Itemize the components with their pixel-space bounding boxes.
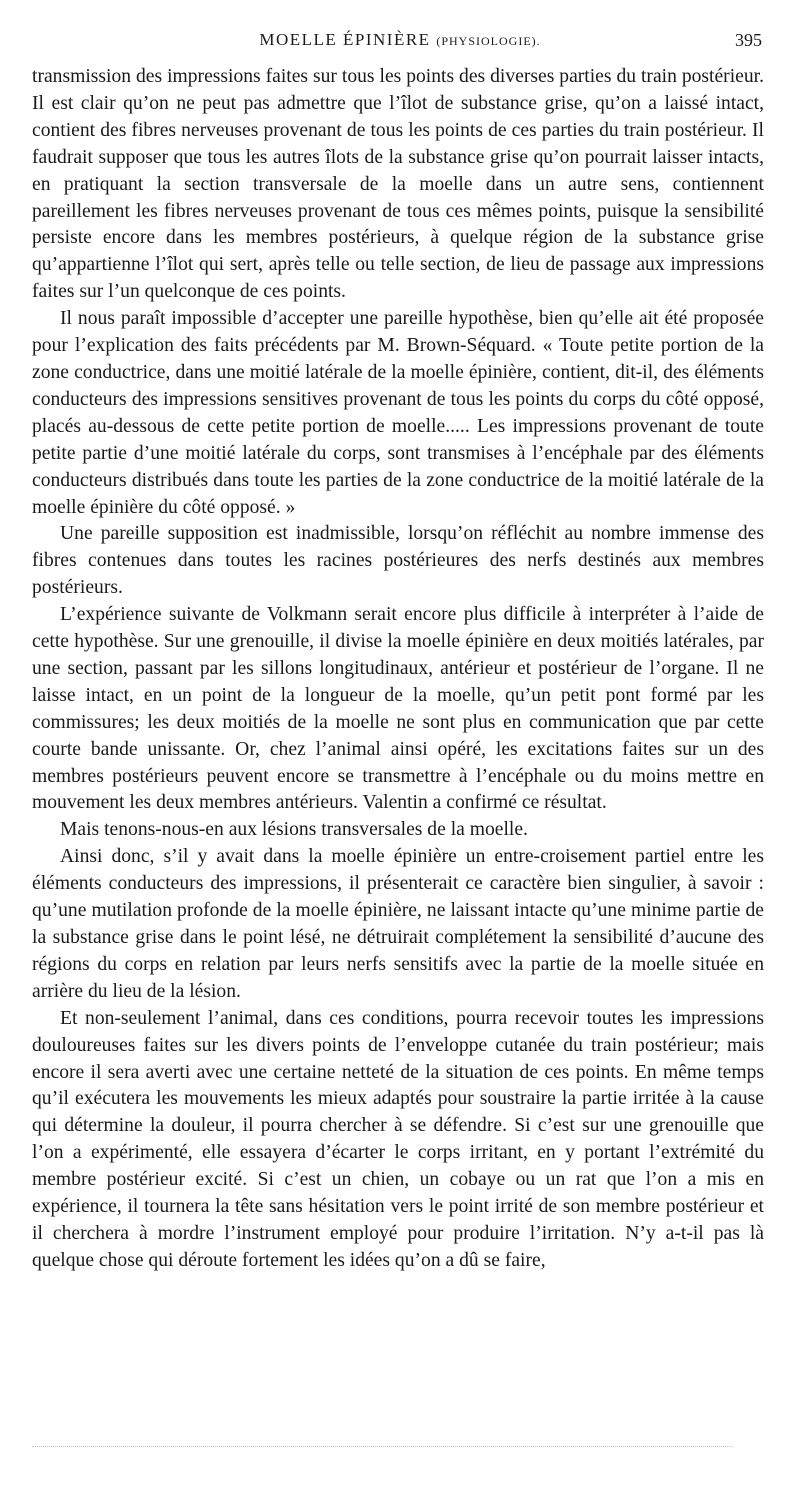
paragraph: Et non-seulement l’animal, dans ces conditions, pourra recevoir toutes les impressions douloureuses faites sur les divers points de l’enveloppe cutanée du train postérieur; mais encore il sera averti avec une certaine netteté de la situation de ces points. En même temps qu’il exécutera les mouvements les mieux adaptés pour soustraire la partie irritée à la cause qui détermine la douleur, il pourra chercher à se défendre. Si c’est sur une grenouille que l’on a expérimenté, elle essayera d’écarter le corps irritant, en y portant l’extrémité du membre postérieur excité. Si c’est un chien, un cobaye ou un rat que l’on a mis en expérience, il tournera la tête sans hésitation vers le point irrité de son membre postérieur et il cherchera à mordre l’instrument employé pour produire l’irritation. N’y a-t-il pas là quelque chose qui déroute fortement les idées qu’on a dû se faire, bbox=[32, 1007, 764, 1271]
header-title: MOELLE ÉPINIÈRE bbox=[259, 30, 431, 49]
paragraph: Mais tenons-nous-en aux lésions transversales de la moelle. bbox=[60, 819, 528, 841]
paragraph: L’expérience suivante de Volkmann serait encore plus difficile à interpréter à l’aide de cette hypothèse. Sur une grenouille, il divise la moelle épinière en deux moitiés latérales, par une section, passant par les sillons longitudinaux, antérieur et postérieur de l’organe. Il ne laisse intact, en un point de la longueur de la moelle, qu’un petit pont formé par les commissures; les deux moitiés de la moelle ne sont plus en communication que par cette courte bande unissante. Or, chez l’animal ainsi opéré, les excitations faites sur un des membres postérieurs peuvent encore se transmettre à l’encéphale ou du moins mettre en mouvement les deux membres antérieurs. Valentin a confirmé ce résultat. bbox=[32, 604, 764, 814]
paragraph-continued: transmission des impressions faites sur tous les points des diverses parties du train postérieur. Il est clair qu’on ne peut pas admettre que l’îlot de substance grise, qu’on a laissé intact, contient des fibres nerveuses provenant de tous les points de ces parties du train postérieur. Il faudrait supposer que tous les autres îlots de la substance grise qu’on pourrait laisser intacts, en pratiquant la section transversale de la moelle dans un autre sens, contiennent pareillement les fibres nerveuses provenant de tous ces mêmes points, puisque la sensibilité persiste encore dans les membres postérieurs, à quelque région de la substance grise qu’appartienne l’îlot qui sert, après telle ou telle section, de lieu de passage aux impressions faites sur l’un quelconque de ces points. bbox=[32, 66, 764, 303]
running-header bbox=[32, 30, 768, 58]
paragraph: Il nous paraît impossible d’accepter une pareille hypothèse, bien qu’elle ait été proposée pour l’explication des faits précédents par M. Brown-Séquard. « Toute petite portion de la zone conductrice, dans une moitié latérale de la moelle épinière, contient, dit-il, des éléments conducteurs des impressions sensitives provenant de tous les points du corps du côté opposé, placés au-dessous de cette petite portion de moelle..... Les impressions provenant de toute petite partie d’une moitié latérale du corps, sont transmises à l’encéphale par des éléments conducteurs distribués dans toute les parties de la zone conductrice de la moitié latérale de la moelle épinière du côté opposé. » bbox=[32, 308, 764, 518]
paragraph: Une pareille supposition est inadmissible, lorsqu’on réfléchit au nombre immense des fibres contenues dans toutes les racines postérieures des nerfs destinés aux membres postérieurs. bbox=[32, 523, 764, 599]
running-title bbox=[32, 30, 768, 50]
header-subtitle: (PHYSIOLOGIE). bbox=[436, 34, 541, 48]
body-text bbox=[32, 64, 764, 1275]
page-number: 395 bbox=[735, 30, 762, 50]
footer-bleed-through-line bbox=[32, 1446, 732, 1447]
paragraph: Ainsi donc, s’il y avait dans la moelle épinière un entre-croisement partiel entre les éléments conducteurs des impressions, il présenterait ce caractère bien singulier, à savoir : qu’une mutilation profonde de la moelle épinière, ne laissant intacte qu’une minime partie de la substance grise dans le point lésé, ne détruirait complétement la sensibilité d’aucune des régions du corps en relation par leurs nerfs sensitifs avec la partie de la moelle située en arrière du lieu de la lésion. bbox=[32, 846, 764, 1002]
